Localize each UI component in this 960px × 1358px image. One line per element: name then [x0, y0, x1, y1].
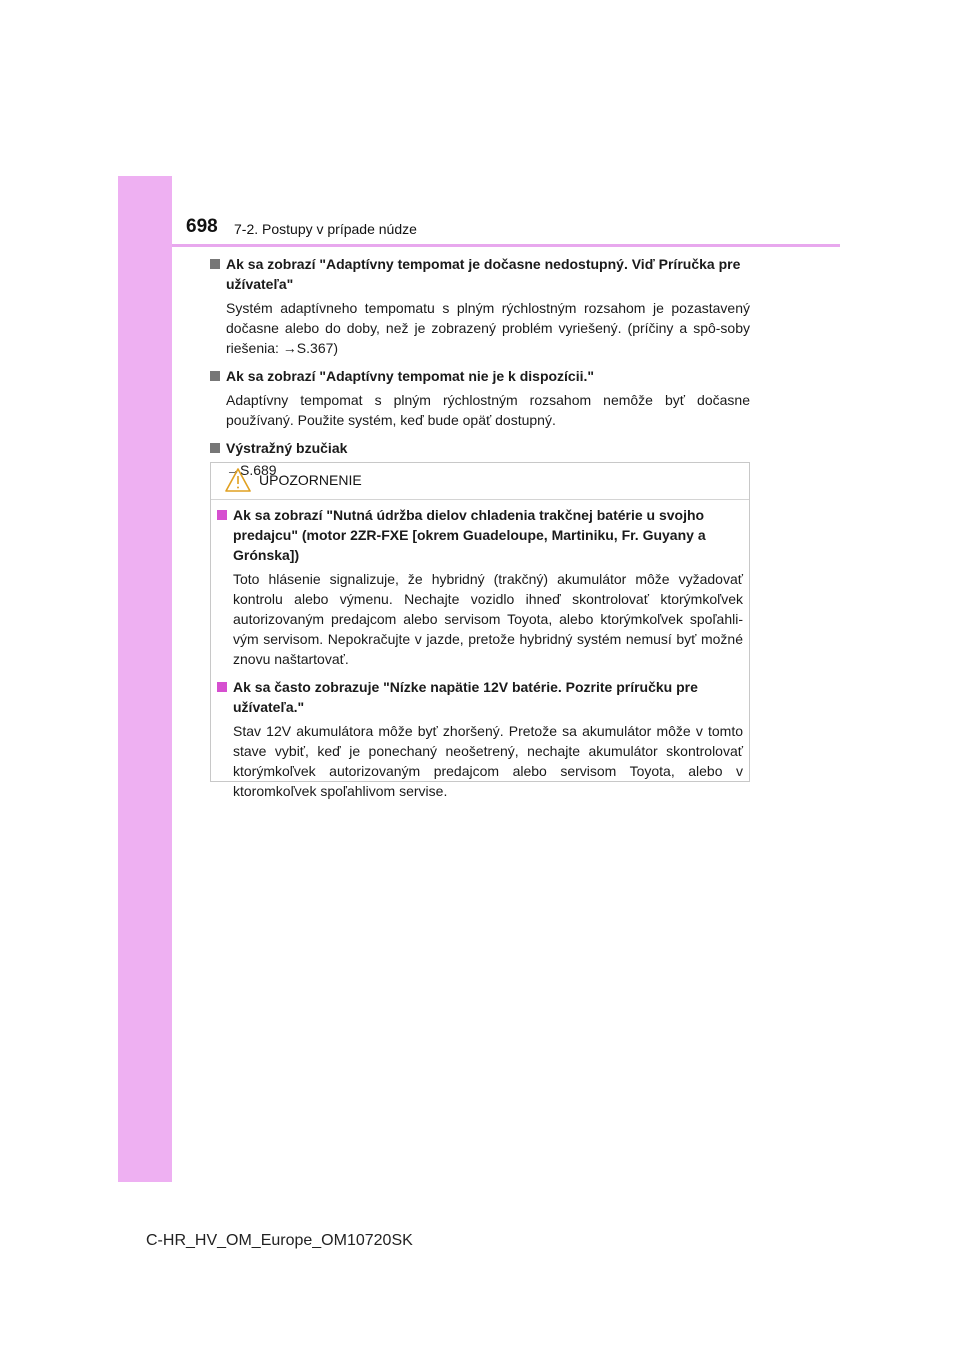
- warning-divider: [211, 499, 749, 500]
- side-color-band: [118, 176, 172, 1182]
- item-title: Výstražný bzučiak: [226, 440, 348, 456]
- warning-box: [210, 462, 750, 799]
- list-item: [217, 505, 743, 669]
- list-item: [210, 366, 750, 430]
- square-bullet-icon: [217, 510, 227, 520]
- page-reference: →S.689: [226, 462, 277, 478]
- warning-triangle-icon: [225, 468, 251, 492]
- item-body: Toto hlásenie signalizuje, že hybridný (trakčný) akumulátor môže vyžadovať kontrolu alebo výmenu. Nechajte vozidlo ihneď skontrolovať ktorýmkoľvek autorizovaným predajcom alebo servisom Toyota, alebo ktorýmkoľvek spoľahli-vým servisom. Nepokračujte v jazde, pretože hybridný systém nemusí byť možné znovu naštartovať.: [233, 571, 743, 667]
- section-title: 7-2. Postupy v prípade núdze: [234, 221, 417, 237]
- page-number: 698: [186, 216, 218, 237]
- main-content: [210, 254, 750, 488]
- item-title: Ak sa zobrazí "Adaptívny tempomat nie je k dispozícii.": [226, 368, 595, 384]
- item-title: Ak sa zobrazí "Adaptívny tempomat je dočasne nedostupný. Viď Príručka pre užívateľa": [226, 256, 741, 292]
- header-divider: [172, 244, 840, 247]
- square-bullet-icon: [210, 443, 220, 453]
- square-bullet-icon: [217, 682, 227, 692]
- item-body: Adaptívny tempomat s plným rýchlostným rozsahom nemôže byť dočasne používaný. Použite systém, keď bude opäť dostupný.: [226, 392, 750, 428]
- warning-label: UPOZORNENIE: [259, 472, 362, 488]
- item-body: Stav 12V akumulátora môže byť zhoršený. Pretože sa akumulátor môže v tomto stave vybiť, keď je ponechaný neošetrený, nechajte akumulátor skontrolovať ktorýmkoľvek autorizovaným predajcom alebo servisom Toyota, alebo v ktoromkoľvek spoľahlivom servise.: [233, 723, 743, 799]
- warning-header: [225, 467, 362, 493]
- square-bullet-icon: [210, 259, 220, 269]
- item-title: Ak sa zobrazí "Nutná údržba dielov chladenia trakčnej batérie u svojho predajcu" (motor 2ZR-FXE [okrem Guadeloupe, Martiniku, Fr. Guyany a Grónska]): [233, 507, 706, 563]
- document-code: C-HR_HV_OM_Europe_OM10720SK: [146, 1232, 413, 1249]
- list-item: [217, 677, 743, 801]
- warning-content: [217, 505, 743, 809]
- square-bullet-icon: [210, 371, 220, 381]
- item-title: Ak sa často zobrazuje "Nízke napätie 12V batérie. Pozrite príručku pre užívateľa.": [233, 679, 698, 715]
- list-item: [210, 254, 750, 358]
- item-body: Systém adaptívneho tempomatu s plným rýchlostným rozsahom je pozastavený dočasne alebo do doby, než je zobrazený problém vyriešený. (príčiny a spô-soby riešenia: →S.367): [226, 300, 750, 356]
